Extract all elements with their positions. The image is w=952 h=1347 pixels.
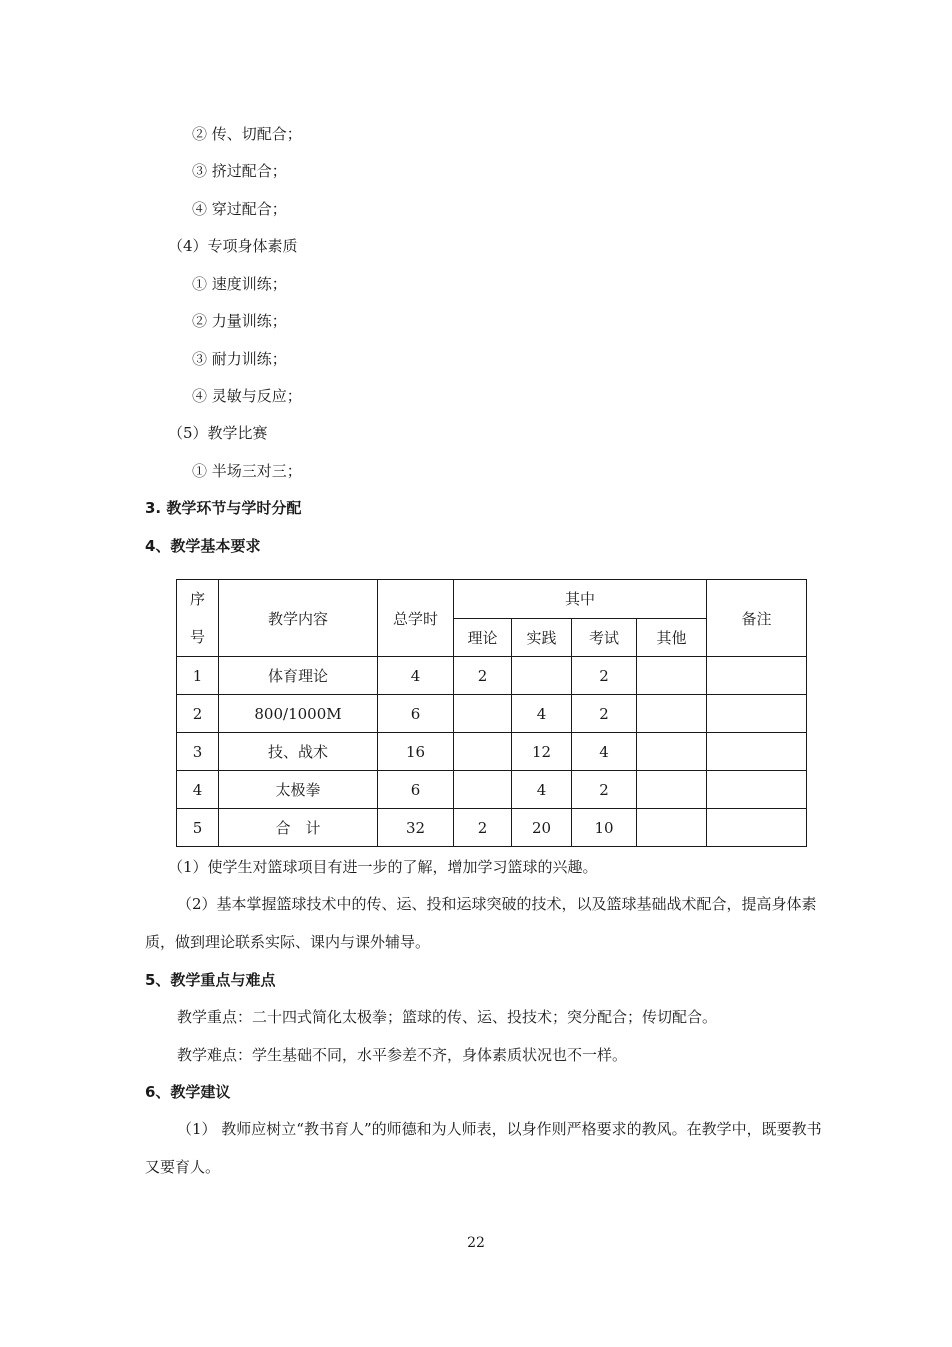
table-row [177,771,807,809]
cell-seq: 4 [177,771,219,809]
cell-theory [454,771,512,809]
cell-content: 合 计 [219,809,378,847]
cell-total: 6 [378,771,454,809]
table-row [177,733,807,771]
cell-theory: 2 [454,657,512,695]
list-item-half-court: ① 半场三对三； [192,462,302,480]
header-among: 其中 [454,580,707,619]
cell-seq: 2 [177,695,219,733]
page-number: 22 [467,1235,485,1251]
cell-exam: 2 [572,771,637,809]
heading-suggestions: 6、教学建议 [145,1083,231,1101]
heading-key-points: 5、教学重点与难点 [145,971,276,989]
cell-content: 800/1000M [219,695,378,733]
cell-remark [707,733,807,771]
cell-other [637,771,707,809]
cell-remark [707,695,807,733]
list-item-screen: ③ 挤过配合； [192,162,287,180]
list-item-endurance: ③ 耐力训练； [192,350,287,368]
header-seq: 序 号 [177,580,219,657]
cell-total: 32 [378,809,454,847]
cell-other [637,657,707,695]
list-item-strength: ② 力量训练； [192,312,287,330]
cell-practice: 4 [512,771,572,809]
teaching-focus: 教学重点：二十四式简化太极拳；篮球的传、运、投技术；突分配合；传切配合。 [177,1008,718,1026]
requirement-2: （2）基本掌握篮球技术中的传、运、投和运球突破的技术，以及篮球基础战术配合，提高身体素质，做到理论联系实际、课内与课外辅导。 [145,895,817,951]
suggestion-1: （1） 教师应树立“教书育人”的师德和为人师表，以身作则严格要求的教风。在教学中，既要教书又要育人。 [145,1120,822,1176]
cell-other [637,695,707,733]
cell-theory [454,733,512,771]
cell-other [637,733,707,771]
header-practice: 实践 [512,618,572,657]
header-remark: 备注 [707,580,807,657]
cell-practice: 4 [512,695,572,733]
list-item-agility: ④ 灵敏与反应； [192,387,302,405]
cell-practice [512,657,572,695]
cell-content: 体育理论 [219,657,378,695]
table-row-total [177,809,807,847]
cell-other [637,809,707,847]
cell-exam: 4 [572,733,637,771]
section-title-match: （5）教学比赛 [168,424,268,442]
section-title-physical: （4）专项身体素质 [168,237,298,255]
cell-exam: 2 [572,695,637,733]
header-other: 其他 [637,618,707,657]
cell-practice: 12 [512,733,572,771]
cell-content: 太极拳 [219,771,378,809]
table-row [177,657,807,695]
cell-seq: 5 [177,809,219,847]
cell-remark [707,657,807,695]
heading-basic-requirements: 4、教学基本要求 [145,537,261,555]
cell-seq: 3 [177,733,219,771]
header-total: 总学时 [378,580,454,657]
cell-exam: 10 [572,809,637,847]
teaching-difficulty: 教学难点：学生基础不同，水平参差不齐，身体素质状况也不一样。 [177,1046,628,1064]
header-theory: 理论 [454,618,512,657]
cell-seq: 1 [177,657,219,695]
list-item-speed: ① 速度训练； [192,275,287,293]
header-content: 教学内容 [219,580,378,657]
cell-remark [707,809,807,847]
cell-total: 4 [378,657,454,695]
heading-teaching-hours: 3. 教学环节与学时分配 [145,499,302,517]
header-exam: 考试 [572,618,637,657]
list-item-pass-cut: ② 传、切配合； [192,125,302,143]
cell-exam: 2 [572,657,637,695]
cell-total: 16 [378,733,454,771]
table-row [177,695,807,733]
cell-theory: 2 [454,809,512,847]
requirement-1: （1）使学生对篮球项目有进一步的了解，增加学习篮球的兴趣。 [168,858,598,876]
cell-practice: 20 [512,809,572,847]
cell-remark [707,771,807,809]
cell-theory [454,695,512,733]
list-item-through: ④ 穿过配合； [192,200,287,218]
cell-total: 6 [378,695,454,733]
hours-table [176,579,807,847]
cell-content: 技、战术 [219,733,378,771]
